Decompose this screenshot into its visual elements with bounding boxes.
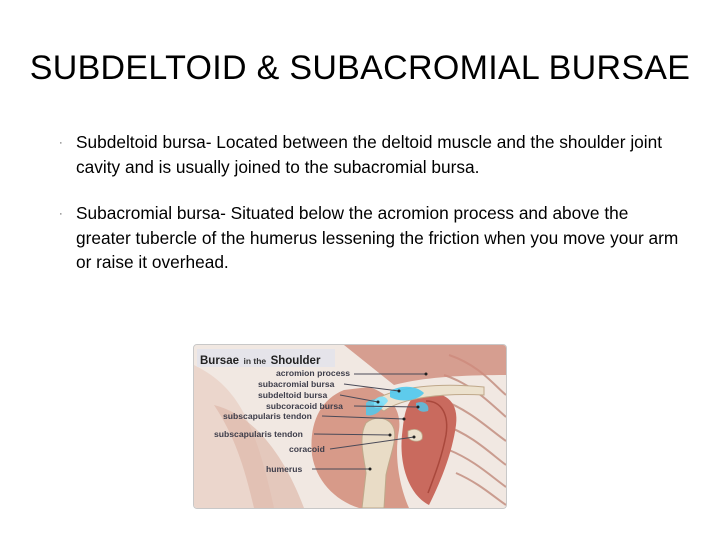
figure-title-shoulder: Shoulder	[270, 355, 321, 367]
label-subscapularis-tendon-lower: subscapularis tendon	[214, 429, 303, 439]
label-subscapularis-tendon-upper: subscapularis tendon	[223, 411, 312, 421]
label-coracoid: coracoid	[289, 444, 325, 454]
bullet-dot-icon: ·	[59, 137, 63, 149]
label-subcoracoid-bursa: subcoracoid bursa	[266, 401, 343, 411]
figure-title-in-the: in the	[243, 356, 267, 366]
bullet-text: Subacromial bursa- Situated below the acromion process and above the greater tubercle of the humerus lessening the friction when you move your arm or raise it overhead.	[76, 203, 679, 272]
shoulder-bursae-illustration	[193, 344, 507, 509]
figure-title-bursae: Bursae	[200, 355, 239, 367]
figure-title	[200, 351, 320, 369]
bullet-item-subdeltoid	[52, 130, 682, 179]
bullet-text: Subdeltoid bursa- Located between the deltoid muscle and the shoulder joint cavity and is usually joined to the subacromial bursa.	[76, 132, 663, 177]
bullet-dot-icon: ·	[59, 208, 63, 220]
label-acromion-process: acromion process	[276, 368, 351, 378]
label-subdeltoid-bursa: subdeltoid bursa	[258, 390, 328, 400]
label-subacromial-bursa: subacromial bursa	[258, 379, 335, 389]
label-humerus: humerus	[266, 464, 303, 474]
slide-title: SUBDELTOID & SUBACROMIAL BURSAE	[29, 49, 691, 87]
bullet-list	[52, 130, 682, 297]
bullet-item-subacromial	[52, 201, 682, 275]
